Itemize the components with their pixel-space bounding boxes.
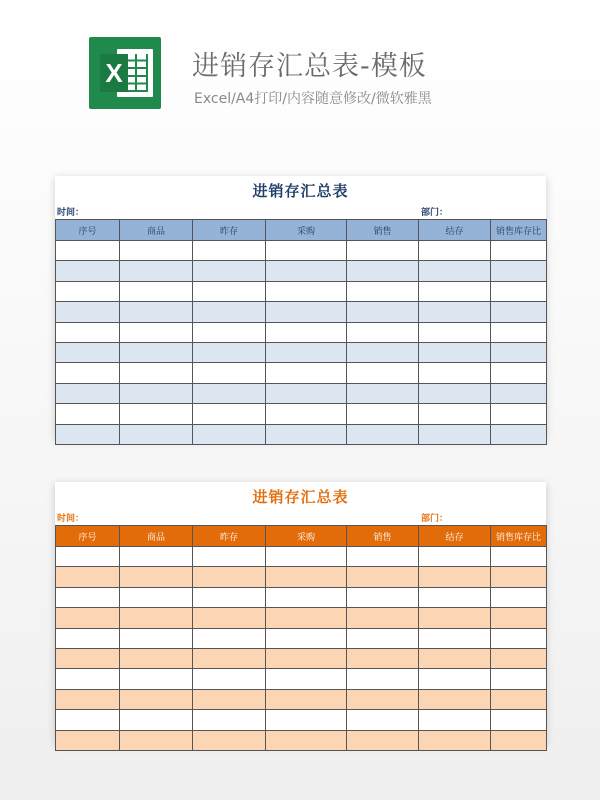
table-cell[interactable] — [120, 281, 193, 301]
col-header-sales: 销售 — [347, 220, 419, 241]
table-cell[interactable] — [347, 424, 419, 444]
table-cell[interactable] — [419, 342, 491, 362]
table-cell[interactable] — [419, 608, 491, 628]
table-cell[interactable] — [120, 587, 193, 607]
table-cell[interactable] — [120, 363, 193, 383]
table-cell[interactable] — [56, 689, 120, 709]
table-title: 进销存汇总表 — [252, 488, 349, 506]
table-cell[interactable] — [120, 730, 193, 750]
table-cell[interactable] — [193, 567, 266, 587]
table-cell[interactable] — [193, 730, 266, 750]
table-cell[interactable] — [266, 261, 347, 281]
table-cell[interactable] — [193, 648, 266, 668]
table-row — [56, 261, 547, 281]
table-cell[interactable] — [347, 383, 419, 403]
table-cell[interactable] — [266, 547, 347, 567]
table-cell[interactable] — [56, 342, 120, 362]
table-cell[interactable] — [491, 404, 547, 424]
table-cell[interactable] — [56, 302, 120, 322]
col-header-purchase: 采购 — [266, 220, 347, 241]
table-row — [56, 689, 547, 709]
logo-letter: X — [100, 54, 128, 92]
table-cell[interactable] — [120, 567, 193, 587]
table-row — [56, 730, 547, 750]
table-cell[interactable] — [419, 567, 491, 587]
table-cell[interactable] — [193, 281, 266, 301]
table-cell[interactable] — [266, 567, 347, 587]
table-cell[interactable] — [347, 669, 419, 689]
table-cell[interactable] — [491, 648, 547, 668]
col-header-prev-stock: 昨存 — [193, 526, 266, 547]
table-cell[interactable] — [347, 281, 419, 301]
table-cell[interactable] — [120, 241, 193, 261]
table-cell[interactable] — [193, 261, 266, 281]
table-row — [56, 404, 547, 424]
table-row — [56, 608, 547, 628]
table-cell[interactable] — [56, 628, 120, 648]
table-cell[interactable] — [491, 363, 547, 383]
table-cell[interactable] — [120, 404, 193, 424]
table-cell[interactable] — [347, 567, 419, 587]
table-cell[interactable] — [419, 241, 491, 261]
table-cell[interactable] — [491, 730, 547, 750]
table-cell[interactable] — [56, 424, 120, 444]
table-cell[interactable] — [347, 628, 419, 648]
table-cell[interactable] — [266, 241, 347, 261]
table-cell[interactable] — [347, 241, 419, 261]
table-cell[interactable] — [266, 648, 347, 668]
orange-summary-table-card — [55, 482, 546, 744]
table-cell[interactable] — [266, 322, 347, 342]
table-cell[interactable] — [120, 302, 193, 322]
table-cell[interactable] — [491, 383, 547, 403]
table-header-row — [56, 526, 547, 547]
table-cell[interactable] — [266, 730, 347, 750]
table-row — [56, 322, 547, 342]
table-cell[interactable] — [56, 363, 120, 383]
table-cell[interactable] — [56, 648, 120, 668]
table-cell[interactable] — [347, 689, 419, 709]
table-cell[interactable] — [56, 730, 120, 750]
table-cell[interactable] — [193, 424, 266, 444]
table-cell[interactable] — [419, 281, 491, 301]
table-cell[interactable] — [419, 689, 491, 709]
table-cell[interactable] — [120, 608, 193, 628]
col-header-product: 商品 — [120, 220, 193, 241]
summary-table — [55, 525, 547, 751]
col-header-index: 序号 — [56, 526, 120, 547]
col-header-balance: 结存 — [419, 220, 491, 241]
table-cell[interactable] — [491, 342, 547, 362]
table-cell[interactable] — [491, 669, 547, 689]
table-cell[interactable] — [120, 669, 193, 689]
table-cell[interactable] — [56, 322, 120, 342]
table-cell[interactable] — [491, 302, 547, 322]
table-cell[interactable] — [56, 710, 120, 730]
table-cell[interactable] — [266, 608, 347, 628]
table-cell[interactable] — [120, 710, 193, 730]
table-cell[interactable] — [347, 730, 419, 750]
table-cell[interactable] — [419, 363, 491, 383]
table-cell[interactable] — [419, 710, 491, 730]
table-cell[interactable] — [419, 547, 491, 567]
col-header-balance: 结存 — [419, 526, 491, 547]
table-cell[interactable] — [266, 669, 347, 689]
table-cell[interactable] — [347, 261, 419, 281]
table-cell[interactable] — [419, 730, 491, 750]
table-cell[interactable] — [266, 363, 347, 383]
table-cell[interactable] — [193, 710, 266, 730]
table-cell[interactable] — [56, 261, 120, 281]
blue-summary-table-card — [55, 176, 546, 439]
table-cell[interactable] — [347, 342, 419, 362]
table-row — [56, 363, 547, 383]
summary-table — [55, 219, 547, 445]
col-header-prev-stock: 昨存 — [193, 220, 266, 241]
table-row — [56, 547, 547, 567]
table-cell[interactable] — [120, 689, 193, 709]
table-cell[interactable] — [193, 669, 266, 689]
table-cell[interactable] — [491, 608, 547, 628]
table-row — [56, 342, 547, 362]
table-cell[interactable] — [56, 281, 120, 301]
table-cell[interactable] — [419, 322, 491, 342]
table-cell[interactable] — [56, 567, 120, 587]
table-cell[interactable] — [266, 628, 347, 648]
table-cell[interactable] — [491, 567, 547, 587]
table-cell[interactable] — [266, 710, 347, 730]
time-label: 时间： — [57, 208, 85, 218]
table-cell[interactable] — [266, 404, 347, 424]
table-cell[interactable] — [347, 587, 419, 607]
table-cell[interactable] — [193, 363, 266, 383]
dept-label: 部门： — [421, 514, 449, 524]
table-cell[interactable] — [419, 302, 491, 322]
table-cell[interactable] — [56, 608, 120, 628]
table-row — [56, 241, 547, 261]
table-cell[interactable] — [193, 383, 266, 403]
excel-logo-icon — [89, 37, 161, 109]
table-cell[interactable] — [419, 404, 491, 424]
table-cell[interactable] — [120, 547, 193, 567]
table-row — [56, 302, 547, 322]
table-cell[interactable] — [491, 628, 547, 648]
table-cell[interactable] — [491, 322, 547, 342]
table-row — [56, 669, 547, 689]
table-cell[interactable] — [419, 261, 491, 281]
table-row — [56, 281, 547, 301]
table-cell[interactable] — [347, 608, 419, 628]
table-cell[interactable] — [120, 342, 193, 362]
table-cell[interactable] — [419, 648, 491, 668]
table-cell[interactable] — [56, 404, 120, 424]
table-cell[interactable] — [120, 261, 193, 281]
table-cell[interactable] — [491, 261, 547, 281]
table-cell[interactable] — [419, 383, 491, 403]
table-row — [56, 710, 547, 730]
table-title: 进销存汇总表 — [252, 182, 349, 200]
table-cell[interactable] — [266, 302, 347, 322]
table-cell[interactable] — [266, 587, 347, 607]
table-cell[interactable] — [347, 648, 419, 668]
table-cell[interactable] — [193, 587, 266, 607]
table-cell[interactable] — [266, 281, 347, 301]
table-cell[interactable] — [193, 689, 266, 709]
table-cell[interactable] — [193, 404, 266, 424]
table-cell[interactable] — [419, 424, 491, 444]
table-cell[interactable] — [491, 547, 547, 567]
table-cell[interactable] — [491, 424, 547, 444]
table-cell[interactable] — [419, 669, 491, 689]
dept-label: 部门： — [421, 208, 449, 218]
table-cell[interactable] — [56, 241, 120, 261]
table-row — [56, 587, 547, 607]
col-header-index: 序号 — [56, 220, 120, 241]
page-title: 进销存汇总表-模板 — [192, 51, 427, 82]
table-cell[interactable] — [193, 241, 266, 261]
col-header-sales-stock-ratio: 销售库存比 — [491, 220, 547, 241]
table-row — [56, 567, 547, 587]
table-cell[interactable] — [347, 322, 419, 342]
table-row — [56, 424, 547, 444]
table-cell[interactable] — [491, 281, 547, 301]
table-cell[interactable] — [491, 710, 547, 730]
table-cell[interactable] — [120, 628, 193, 648]
table-cell[interactable] — [193, 628, 266, 648]
table-cell[interactable] — [266, 424, 347, 444]
table-cell[interactable] — [56, 383, 120, 403]
col-header-product: 商品 — [120, 526, 193, 547]
table-cell[interactable] — [193, 302, 266, 322]
table-row — [56, 648, 547, 668]
col-header-sales: 销售 — [347, 526, 419, 547]
table-cell[interactable] — [56, 669, 120, 689]
table-row — [56, 628, 547, 648]
table-cell[interactable] — [266, 383, 347, 403]
table-cell[interactable] — [347, 710, 419, 730]
table-cell[interactable] — [419, 628, 491, 648]
table-cell[interactable] — [347, 547, 419, 567]
table-cell[interactable] — [266, 342, 347, 362]
table-cell[interactable] — [266, 689, 347, 709]
table-cell[interactable] — [491, 689, 547, 709]
table-row — [56, 383, 547, 403]
table-cell[interactable] — [56, 547, 120, 567]
table-header-row — [56, 220, 547, 241]
table-cell[interactable] — [419, 587, 491, 607]
table-cell[interactable] — [491, 587, 547, 607]
table-cell[interactable] — [193, 322, 266, 342]
time-label: 时间： — [57, 514, 85, 524]
col-header-purchase: 采购 — [266, 526, 347, 547]
table-cell[interactable] — [120, 322, 193, 342]
table-cell[interactable] — [193, 342, 266, 362]
table-cell[interactable] — [491, 241, 547, 261]
table-cell[interactable] — [120, 648, 193, 668]
table-cell[interactable] — [120, 424, 193, 444]
table-cell[interactable] — [347, 363, 419, 383]
table-cell[interactable] — [193, 547, 266, 567]
table-cell[interactable] — [56, 587, 120, 607]
table-cell[interactable] — [347, 404, 419, 424]
page-subtitle: Excel/A4打印/内容随意修改/微软雅黑 — [194, 91, 432, 107]
table-cell[interactable] — [347, 302, 419, 322]
table-cell[interactable] — [193, 608, 266, 628]
table-cell[interactable] — [120, 383, 193, 403]
col-header-sales-stock-ratio: 销售库存比 — [491, 526, 547, 547]
